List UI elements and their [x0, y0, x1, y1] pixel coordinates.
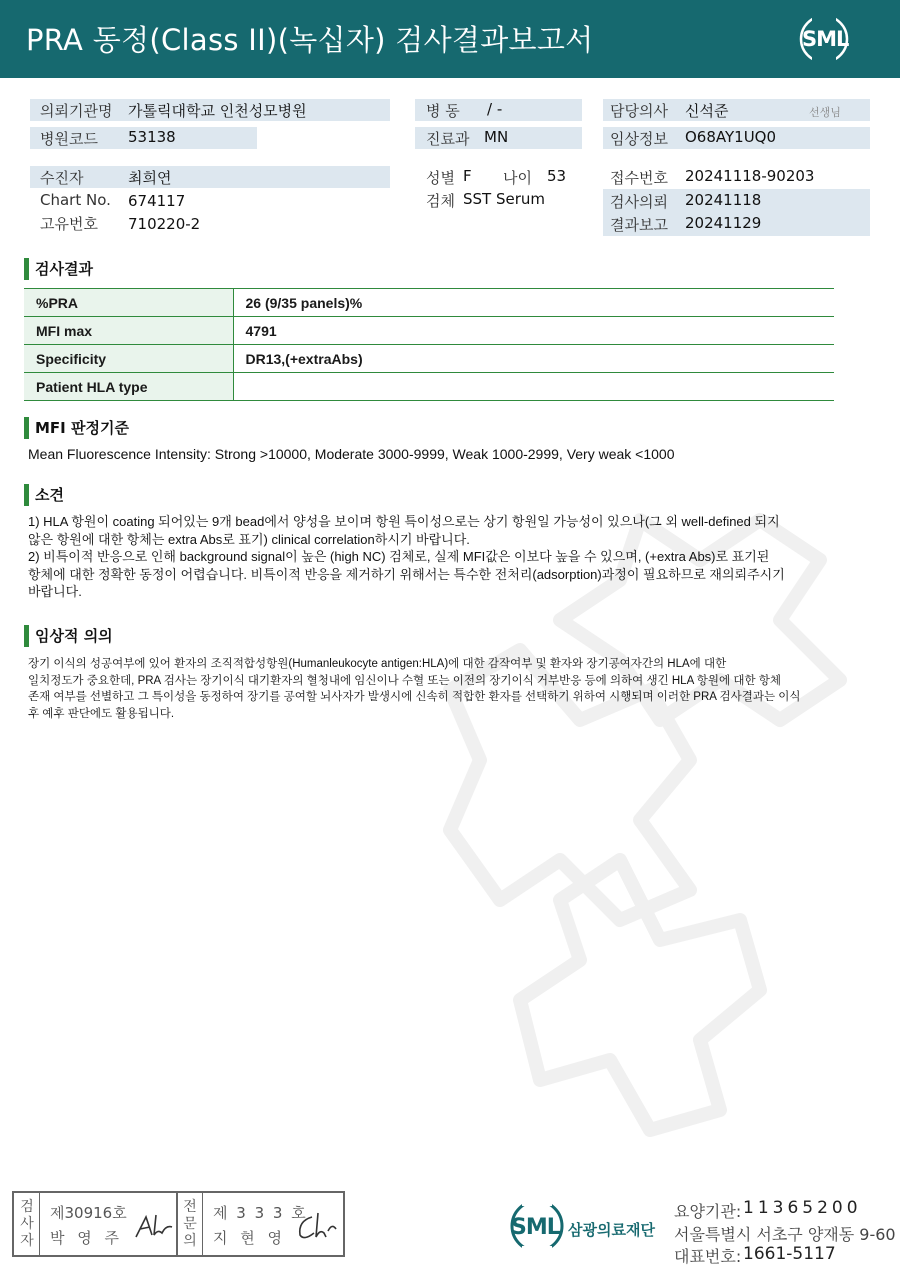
doctor-label: 담당의사 — [610, 102, 668, 120]
receipt-value: 20241118-90203 — [685, 167, 815, 185]
ward-value: / - — [487, 100, 503, 118]
result-key: Specificity — [24, 345, 233, 373]
clinical-significance-text — [28, 656, 848, 722]
specimen-label: 검체 — [426, 192, 455, 210]
clinical-line: 일치정도가 중요한데, PRA 검사는 장기이식 대기환자의 혈청내에 임신이나 수혈 또는 이전의 장기이식 거부반응 등에 의하여 생긴 HLA 항원에 대한 항체 — [28, 674, 781, 687]
tester-name: 박 영 주 — [50, 1229, 124, 1247]
result-value — [233, 373, 834, 401]
result-value: 26 (9/35 panels)% — [233, 289, 834, 317]
section-title-clinical: 임상적 의의 — [24, 625, 113, 647]
signature-box — [12, 1191, 345, 1257]
patient-value: 최희연 — [128, 169, 172, 187]
dept-label: 진료과 — [426, 130, 470, 148]
findings-line: 1) HLA 항원이 coating 되어있는 9개 bead에서 양성을 보이며 항원 특이성으로는 상기 항원일 가능성이 있으나(그 외 well-defined 되지 — [28, 514, 780, 529]
doctor-value: 신석준 — [685, 102, 729, 120]
findings-line: 2) 비특이적 반응으로 인해 background signal이 높은 (high NC) 검체로, 실제 MFI값은 이보다 높을 수 있으며, (+extra Abs)로 표기된 — [28, 549, 770, 564]
clinical-line: 후 예후 판단에도 활용됩니다. — [28, 707, 175, 720]
institution-code-value: 11365200 — [743, 1198, 862, 1218]
report-header — [0, 0, 900, 78]
clinical-line: 존재 여부를 선별하고 그 특이성을 동정하여 장기를 공여할 뇌사자가 발생시에 신속히 적합한 환자를 선택하기 위하여 시행되며 이러한 PRA 검사결과는 이식 — [28, 691, 801, 703]
hospital-code-label: 병원코드 — [40, 130, 98, 148]
age-value: 53 — [547, 167, 567, 185]
section-title-results: 검사결과 — [24, 258, 93, 280]
org-address: 서울특별시 서초구 양재동 9-60 — [674, 1225, 896, 1244]
clinical-info-label: 임상정보 — [610, 130, 668, 148]
section-title-findings: 소견 — [24, 484, 64, 506]
findings-line: 않은 항원에 대한 항체는 extra Abs로 표기) clinical correlation하시기 바랍니다. — [28, 531, 470, 547]
tester-signature-icon — [132, 1211, 176, 1241]
receipt-label: 접수번호 — [610, 169, 668, 187]
findings-line: 항체에 대한 정확한 동정이 어렵습니다. 비특이적 반응을 제거하기 위해서는 특수한 전처리(adsorption)과정이 필요하므로 재의뢰주시기 — [28, 566, 785, 582]
clinical-info-value: O68AY1UQ0 — [685, 128, 777, 146]
institution-code-label: 요양기관: — [674, 1202, 742, 1221]
sex-label: 성별 — [426, 169, 455, 187]
result-value: 4791 — [233, 317, 834, 345]
dept-value: MN — [484, 128, 509, 146]
result-key: Patient HLA type — [24, 373, 233, 401]
report-date-value: 20241129 — [685, 214, 762, 232]
request-date-value: 20241118 — [685, 191, 762, 209]
sex-value: F — [463, 167, 472, 185]
clinical-line: 장기 이식의 성공여부에 있어 환자의 조직적합성항원(Humanleukocyte antigen:HLA)에 대한 감작여부 및 환자와 장기공여자간의 HLA에 대한 — [28, 658, 727, 670]
patient-label: 수진자 — [40, 169, 84, 187]
report-date-label: 결과보고 — [610, 216, 668, 234]
tester-license-no: 제30916호 — [50, 1204, 127, 1222]
result-value: DR13,(+extraAbs) — [233, 345, 834, 373]
table-row — [24, 373, 834, 401]
hospital-code-value: 53138 — [128, 128, 176, 146]
org-name: 삼광의료재단 — [568, 1221, 655, 1239]
specialist-name: 지 현 영 — [213, 1229, 287, 1247]
mfi-criteria-text: Mean Fluorescence Intensity: Strong >10000, Moderate 3000-9999, Weak 1000-2999, Very weak <1000 — [28, 446, 675, 462]
request-date-label: 검사의뢰 — [610, 193, 668, 211]
specialist-license-no: 제 3 3 3 호 — [213, 1204, 308, 1222]
id-label: 고유번호 — [40, 215, 98, 233]
report-title: PRA 동정(Class II)(녹십자) 검사결과보고서 — [26, 23, 594, 57]
chart-no-value: 674117 — [128, 192, 186, 210]
table-row — [24, 345, 834, 373]
phone-label: 대표번호: — [674, 1247, 742, 1266]
sml-logo-text: SML — [802, 27, 849, 51]
result-key: %PRA — [24, 289, 233, 317]
result-key: MFI max — [24, 317, 233, 345]
age-label: 나이 — [503, 169, 532, 187]
ward-label: 병 동 — [426, 102, 460, 120]
institution-value: 가톨릭대학교 인천성모병원 — [128, 102, 307, 120]
chart-no-label: Chart No. — [40, 191, 111, 209]
table-row — [24, 317, 834, 345]
phone-value: 1661-5117 — [743, 1244, 836, 1264]
findings-text — [28, 513, 848, 601]
section-title-mfi: MFI 판정기준 — [24, 417, 129, 439]
institution-label: 의뢰기관명 — [40, 102, 113, 120]
table-row — [24, 289, 834, 317]
doctor-suffix: 선생님 — [809, 106, 841, 119]
results-table — [24, 288, 834, 401]
tester-label: 검 사 자 — [20, 1199, 34, 1249]
id-value: 710220-2 — [128, 215, 201, 233]
specimen-value: SST Serum — [463, 190, 546, 208]
info-bar-patient — [30, 166, 390, 188]
findings-line: 바랍니다. — [28, 584, 82, 599]
org-logo-text: SML — [511, 1215, 560, 1240]
specialist-signature-icon — [292, 1209, 340, 1243]
specialist-label: 전 문 의 — [183, 1199, 197, 1249]
